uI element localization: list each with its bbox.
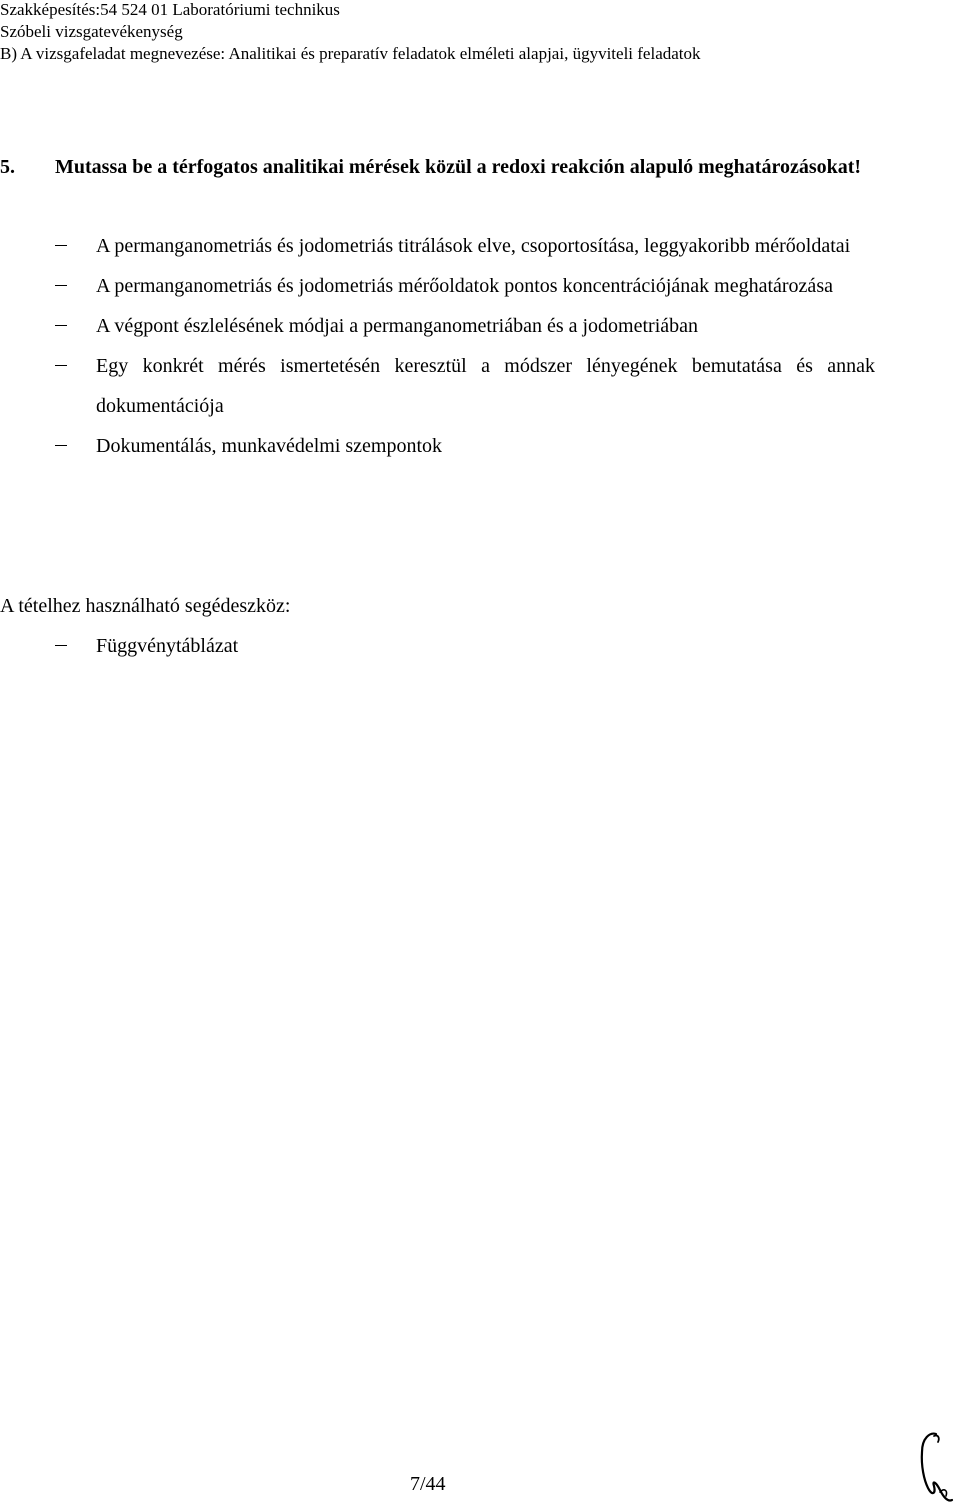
list-item-text: A végpont észlelésének módjai a permanganometriában és a jodometriában [96,315,699,337]
dash-bullet-icon [55,645,67,646]
question-text: Mutassa be a térfogatos analitikai mérések közül a redoxi reakción alapuló meghatározásokat! [55,156,862,178]
list-item [0,426,960,466]
header-task-name: B) A vizsgafeladat megnevezése: Analitikai és preparatív feladatok elméleti alapjai, ügyviteli feladatok [0,44,701,63]
list-item [0,346,960,426]
header-exam-activity: Szóbeli vizsgatevékenység [0,22,183,41]
list-item-text: A permanganometriás és jodometriás titrálások elve, csoportosítása, leggyakoribb mérőoldatai [96,235,851,257]
aids-section [0,586,960,666]
dash-bullet-icon [55,325,67,326]
dash-bullet-icon [55,245,67,246]
signature-icon [916,1430,956,1506]
list-item-text: A permanganometriás és jodometriás mérőoldatok pontos koncentrációjának meghatározása [96,275,833,297]
list-item [0,306,960,346]
list-item-text: Egy konkrét mérés ismertetésén keresztül a módszer lényegének bemutatása és annak dokumentációja [96,355,875,417]
header-qualification: Szakképesítés:54 524 01 Laboratóriumi technikus [0,0,340,19]
page-number: 7/44 [410,1473,446,1495]
dash-bullet-icon [55,365,67,366]
list-item [0,266,960,306]
aids-label: A tételhez használható segédeszköz: [0,595,291,617]
page-footer [0,1465,960,1509]
aid-item [0,626,960,666]
question-number: 5. [0,156,15,178]
aid-item-text: Függvénytáblázat [96,635,239,657]
topic-list [0,226,960,466]
list-item [0,226,960,266]
dash-bullet-icon [55,445,67,446]
dash-bullet-icon [55,285,67,286]
list-item-text: Dokumentálás, munkavédelmi szempontok [96,435,443,457]
